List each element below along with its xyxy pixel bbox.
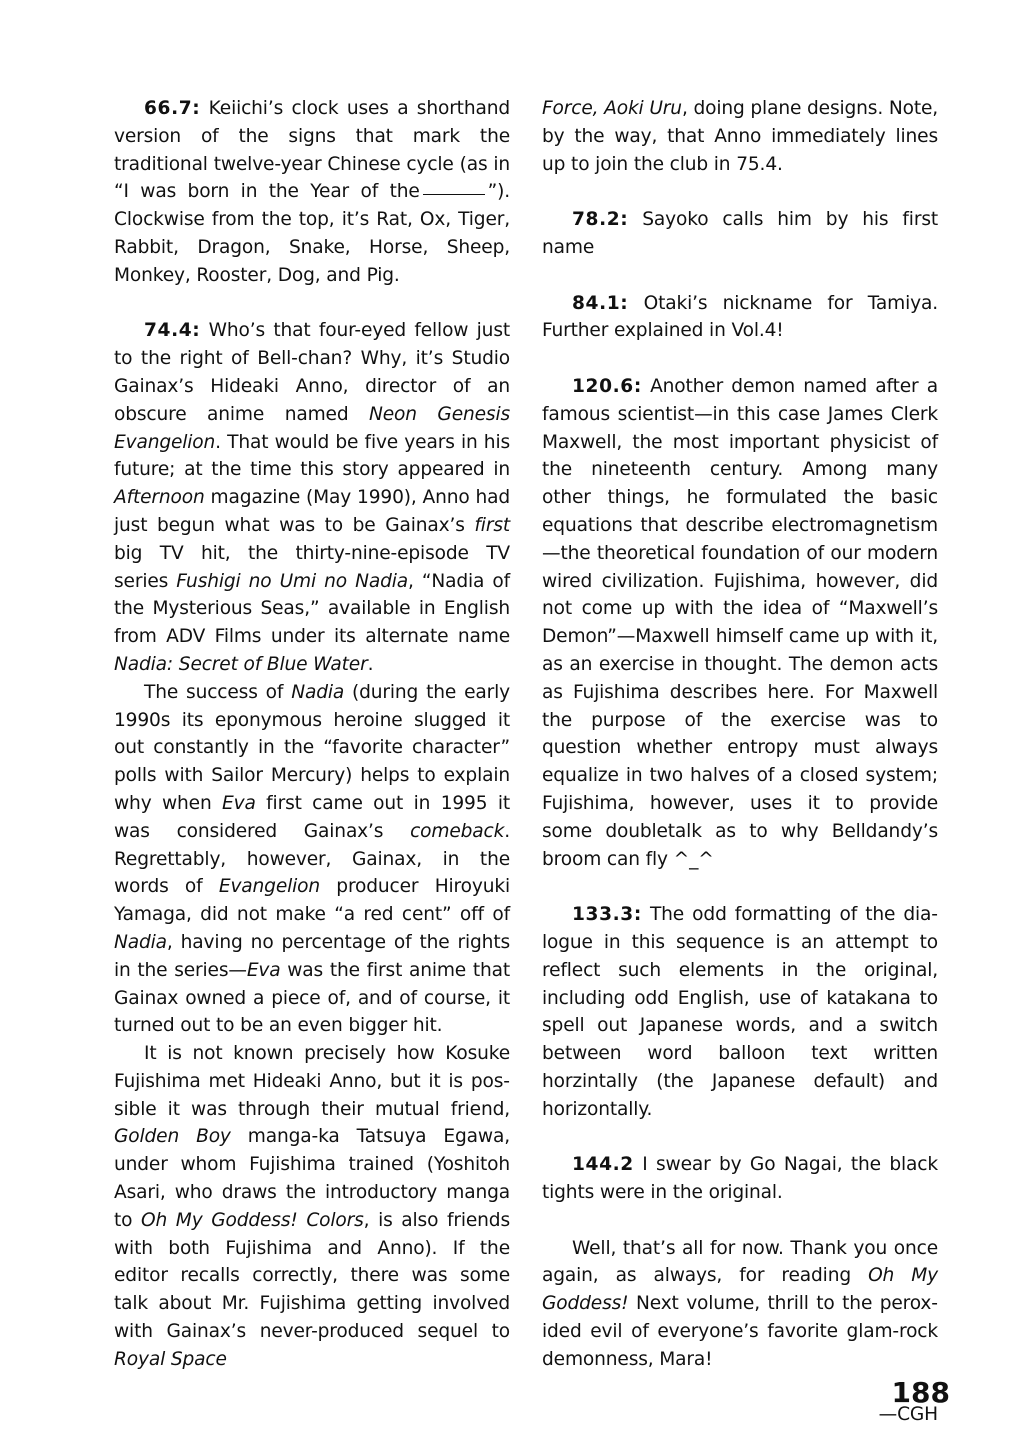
note-ref: 66.7:	[144, 98, 201, 119]
right-column	[542, 95, 938, 1429]
note-84-1: 84.1: Otaki’s nickname for Tamiya. Further explained in Vol.4!	[542, 292, 938, 342]
author-signature: —CGH	[878, 1404, 938, 1426]
paragraph-nadia-success: The success of Nadia (during the early 1990s its eponymous heroine slugged it out constantly in the “favorite character” polls with Sailor Mercury) helps to explain why when Eva first came out in 1995 it was considered Gainax’s comeback. Regrettably, however, Gainax, in the words of Evangelion producer Hiroyuki Yamaga, did not make “a red cent” off of Nadia, having no percentage of the rights in the series—Eva was the first anime that Gainax owned a piece of, and of course, it turned out to be an even bigger hit.	[114, 681, 511, 1037]
note-ref: 74.4:	[144, 320, 201, 342]
page-number: 188	[891, 1376, 950, 1409]
note-74-4-continued: Force, Aoki Uru, doing plane designs. Note, by the way, that Anno immediately lines up to join the club in 75.4.	[542, 98, 939, 175]
note-ref: 120.6:	[572, 375, 642, 397]
paragraph-fujishima-anno: It is not known precisely how Kosuke Fujishima met Hideaki Anno, but it is possible it was through their mutual friend, Golden Boy manga-ka Tatsuya Egawa, under whom Fujishima trained (Yoshitoh Asari, who draws the introductory manga to Oh My Goddess! Colors, is also friends with both Fujishima and Anno). If the editor recalls correctly, there was some talk about Mr. Fujishima getting involved with Gainax’s never-produced sequel to Royal Space	[114, 1043, 510, 1370]
note-133-3: 133.3: The odd formatting of the dialogue in this sequence is an attempt to reflect such elements in the original, including odd English, use of katakana to spell out Japanese words, and a switch between word balloon text written horzintally (the Japanese default) and horizontally.	[542, 904, 938, 1120]
note-78-2: 78.2: Sayoko calls him by his first name	[542, 209, 938, 258]
fill-in-blank	[423, 194, 485, 195]
note-ref: 78.2:	[572, 209, 629, 231]
note-120-6: 120.6: Another demon named after a famous scientist—in this case James Clerk Maxwell, the most important physicist of the nineteenth century. Among many other things, he formulated the basic equations that describe electromagnetism—the theoretical foundation of our modern wired civilization. Fujishima, however, did not come up with the idea of “Maxwell’s Demon”—Maxwell himself came up with it, as an exercise in thought. The demon acts as Fujishima describes here. For Maxwell the purpose of the exercise was to question whether entropy must always equalize in two halves of a closed system; Fujishima, however, uses it to provide some doubletalk as to why Belldandy’s broom can fly ^_^	[542, 375, 938, 870]
note-74-4: 74.4: Who’s that four-eyed fellow just to the right of Bell-chan? Why, it’s Studio Gainax’s Hideaki Anno, director of an obscure anime named Neon Genesis Evangelion. That would be five years in his future; at the time this story appeared in Afternoon magazine (May 1990), Anno had just begun what was to be Gainax’s first big TV hit, the thirty-nine-episode TV series Fushigi no Umi no Nadia, “Nadia of the Mysterious Seas,” available in English from ADV Films under its alternate name Nadia: Secret of Blue Water.	[114, 320, 510, 675]
left-column	[114, 95, 510, 1374]
note-ref: 144.2	[572, 1154, 634, 1176]
note-66-7: 66.7: Keiichi’s clock uses a shorthand version of the signs that mark the traditional twelve-year Chinese cycle (as in “I was born in the Year of the ”). Clockwise from the top, it’s Rat, Ox, Tiger, Rabbit, Dragon, Snake, Horse, Sheep, Monkey, Rooster, Dog, and Pig.	[114, 98, 510, 286]
note-144-2: 144.2 I swear by Go Nagai, the black tights were in the original.	[542, 1154, 938, 1204]
note-ref: 84.1:	[572, 292, 629, 314]
closing-paragraph: Well, that’s all for now. Thank you once again, as always, for reading Oh My Goddess! Next volume, thrill to the peroxided evil of everyone’s favorite glam-rock demonness, Mara!	[542, 1237, 938, 1370]
note-ref: 133.3:	[572, 904, 642, 926]
